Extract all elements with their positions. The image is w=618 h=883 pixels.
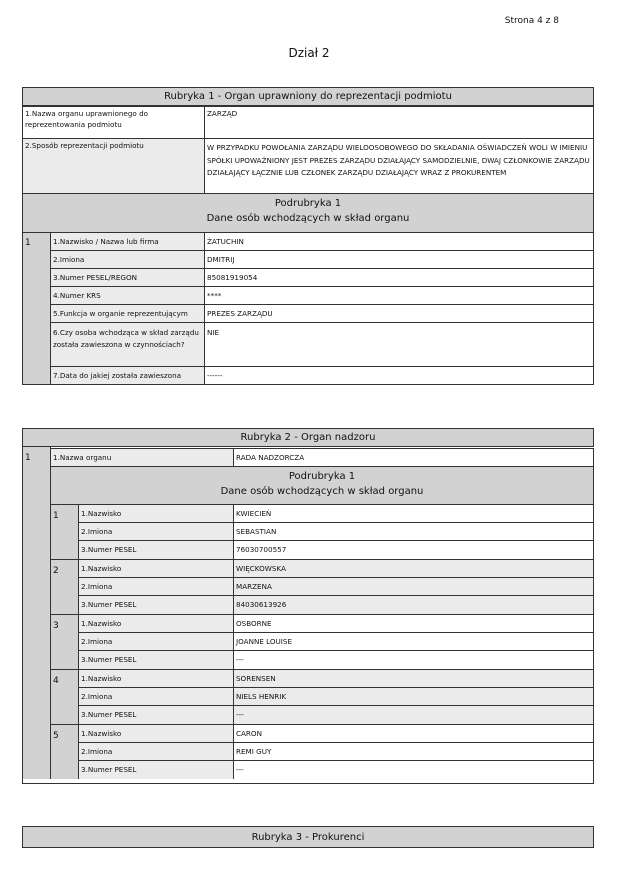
member-number: 5 [53, 731, 59, 741]
rubryka-2-title: Rubryka 2 - Organ nadzoru [22, 428, 594, 447]
member-pesel-label: 3.Numer PESEL [78, 650, 234, 670]
member-number: 2 [53, 566, 59, 576]
person-suspended-date-value: ------ [204, 366, 594, 385]
person-names-label: 2.Imiona [50, 250, 205, 269]
member-pesel-value: --- [233, 760, 594, 780]
r1-podrubryka [22, 193, 594, 233]
member-surname-label: 1.Nazwisko [78, 614, 234, 633]
member-pesel-value: --- [233, 705, 594, 725]
member-number: 3 [53, 621, 59, 631]
member-names-label: 2.Imiona [78, 742, 234, 761]
member-pesel-value: 76030700557 [233, 540, 594, 560]
member-names-value: SEBASTIAN [233, 522, 594, 541]
member-names-label: 2.Imiona [78, 522, 234, 541]
person-surname-label: 1.Nazwisko / Nazwa lub firma [50, 232, 205, 251]
organ-name-label: 1.Nazwa organu uprawnionego do reprezentowania podmiotu [22, 106, 205, 139]
member-names-value: MARZENA [233, 577, 594, 596]
supervisory-organ-value: RADA NADZORCZA [233, 448, 594, 467]
person-function-value: PREZES ZARZĄDU [204, 304, 594, 323]
r2-entry-number: 1 [25, 453, 31, 463]
member-surname-value: KWIECIEŃ [233, 504, 594, 523]
member-surname-value: OSBORNE [233, 614, 594, 633]
member-pesel-value: 84030613926 [233, 595, 594, 615]
rubryka-3-title: Rubryka 3 - Prokurenci [22, 826, 594, 848]
member-surname-label: 1.Nazwisko [78, 559, 234, 578]
person-names-value: DMITRIJ [204, 250, 594, 269]
person-suspended-label: 6.Czy osoba wchodząca w skład zarządu została zawieszona w czynnościach? [50, 322, 205, 367]
r1-person-number-column [22, 232, 51, 385]
person-function-label: 5.Funkcja w organie reprezentującym [50, 304, 205, 323]
person-surname-value: ŻATUCHIN [204, 232, 594, 251]
representation-label: 2.Sposób reprezentacji podmiotu [22, 138, 205, 194]
page-number: Strona 4 z 8 [504, 16, 559, 26]
rubryka-1-title: Rubryka 1 - Organ uprawniony do reprezentacji podmiotu [22, 87, 594, 106]
r2-podrubryka-caption: Dane osób wchodzących w skład organu [220, 486, 424, 497]
representation-value: W PRZYPADKU POWOŁANIA ZARZĄDU WIELOOSOBOWEGO DO SKŁADANIA OŚWIADCZEŃ WOLI W IMIENIU SPÓŁKI UPOWAŻNIONY JEST PREZES ZARZĄDU DZIAŁAJĄCY SAMODZIELNIE, DWAJ CZŁONKOWIE ZARZĄDU DZIAŁAJĄCY ŁĄCZNIE LUB CZŁONEK ZARZĄDU DZIAŁAJĄCY WRAZ Z PROKURENTEM [204, 138, 594, 194]
person-krs-value: **** [204, 286, 594, 305]
member-pesel-value: --- [233, 650, 594, 670]
member-pesel-label: 3.Numer PESEL [78, 540, 234, 560]
member-number: 1 [53, 511, 59, 521]
person-pesel-value: 85081919054 [204, 268, 594, 287]
member-names-value: REMI GUY [233, 742, 594, 761]
member-names-value: NIELS HENRIK [233, 687, 594, 706]
organ-name-value: ZARZĄD [204, 106, 594, 139]
r2-podrubryka [50, 466, 594, 505]
person-suspended-date-label: 7.Data do jakiej została zawieszona [50, 366, 205, 385]
member-pesel-label: 3.Numer PESEL [78, 760, 234, 780]
member-surname-value: SORENSEN [233, 669, 594, 688]
member-names-label: 2.Imiona [78, 577, 234, 596]
member-names-value: JOANNE LOUISE [233, 632, 594, 651]
member-surname-label: 1.Nazwisko [78, 504, 234, 523]
member-pesel-label: 3.Numer PESEL [78, 595, 234, 615]
member-surname-value: CARON [233, 724, 594, 743]
member-number: 4 [53, 676, 59, 686]
member-surname-value: WIĘCKOWSKA [233, 559, 594, 578]
person-krs-label: 4.Numer KRS [50, 286, 205, 305]
r1-person-number: 1 [25, 238, 31, 248]
member-names-label: 2.Imiona [78, 687, 234, 706]
person-suspended-value: NIE [204, 322, 594, 367]
member-pesel-label: 3.Numer PESEL [78, 705, 234, 725]
supervisory-organ-label: 1.Nazwa organu [50, 448, 234, 467]
r2-entry-number-column [22, 446, 51, 784]
r1-podrubryka-caption: Dane osób wchodzących w skład organu [206, 213, 410, 224]
person-pesel-label: 3.Numer PESEL/REGON [50, 268, 205, 287]
member-surname-label: 1.Nazwisko [78, 724, 234, 743]
rubryka-2-bottom-border [22, 779, 594, 784]
member-names-label: 2.Imiona [78, 632, 234, 651]
r1-podrubryka-title: Podrubryka 1 [274, 198, 342, 209]
section-title: Dział 2 [288, 46, 330, 60]
member-surname-label: 1.Nazwisko [78, 669, 234, 688]
r2-podrubryka-title: Podrubryka 1 [288, 471, 356, 482]
